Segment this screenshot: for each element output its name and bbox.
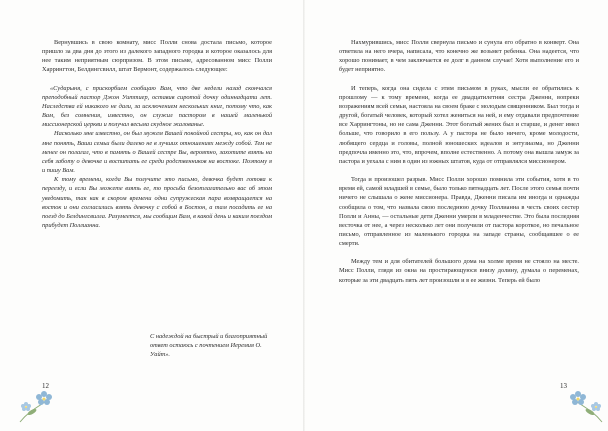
letter-paragraph: К тому времени, когда Вы получите это письмо, девочка будет готова к переезду, и если Вы можете взять ее, то просьба безотлагательно вас об этом уведомить, так как в скором времени одни супружеская пара возвращается на восток и они согласились взять девочку с собой в Бостон, а там посадить ее на поезд до Белдингсвилла. Разумеется, мы сообщим Вам, в какой день и каким поездом прибудет Поллианна. [42,176,272,229]
letter [42,84,272,231]
left-text-column [42,38,272,230]
right-paragraph: Между тем и для обитателей большого дома на холме время не стояло на месте. Мисс Полли, глядя из окна на простирающуюся внизу долину, думала о переменах, которые за эти двадцать пять лет произошли и в ее жизни. Теперь ей было [339,258,579,284]
forget-me-not-icon [558,378,608,426]
right-text-column [339,38,579,285]
left-paragraph: Вернувшись в свою комнату, мисс Полли снова достала письмо, которое пришло за два дня до этого из далекого западного городка и которое оказалось для нее таким неприятным сюрпризом. В этом письме, адресованном мисс Полли Харрингтон, Белдингсвилл, штат Вермонт, содержалось следующее: [42,39,272,74]
page-number-right: 13 [560,382,567,390]
right-paragraph: Нахмурившись, мисс Полли свернула письмо и сунула его обратно в конверт. Она ответила на него вчера, написала, что конечно же возьмет ребенка. Она надеется, что хорошо понимает, в чем заключается ее долг в данном случае! Хотя выполнение его и будет неприятно. [339,39,579,74]
page-number-left: 12 [42,382,49,390]
letter-paragraph: Насколько мне известно, он был мужем Вашей покойной сестры, но, как он дал мне понять, Ваши семьи были далеко не в лучших отношениях между собой. Тем не менее он полагал, что в память о Вашей сестре Вы, вероятно, захотите взять на себя заботу о девочке и воспитать ее среди родственников на востоке. Поэтому я и пишу Вам. [42,130,272,175]
right-paragraph: И теперь, когда она сидела с этим письмом в руках, мысли ее обратились к прошлому — к тому времени, когда ее двадцатилетняя сестра Дженни, вопреки возражениям всей семьи, настояла на своем браке с молодым священником. Был тогда и другой, богатый человек, который хотел жениться на ней, и ему отдавали предпочтение все Харрингтоны, но не сама Дженни. Этот богатый жених был и старше, и денег имел больше, что говорило в его пользу. А у пастора не было ничего, кроме молодости, любящего сердца и головы, полной юношеских идеалов и энтузиазма, но Дженни предпочла именно это, что, впрочем, вполне естественно. А потому она вышла замуж за пастора и уехала с ним в один из южных штатов, куда от отправлялся миссионером. [339,84,579,165]
letter-signature: С надеждой на быстрый и благоприятный ответ остаюсь с почтением Иеремия О. Уайт». [150,333,268,358]
forget-me-not-icon [14,378,64,426]
letter-paragraph: «Сударыня, с прискорбием сообщаю Вам, что две недели назад скончался преподобный пастор Джон Уиттиер, оставив сиротой дочку одиннадцати лет. Наследства ей никакого не дали, за исключением нескольких книг, потому что, как Вам, без сомнения, известно, он служил пастором в нашей маленькой миссионерской церкви и получал весьма скудное жалованье. [42,84,272,129]
right-page [304,0,608,431]
right-paragraph: Тогда и произошел разрыв. Мисс Полли хорошо помнила эти события, хотя в то время ей, самой младшей в семье, было только пятнадцать лет. После этого семья почти ничего не слышала о жене миссионера. Правда, Дженни писала им иногда и однажды сообщила о том, что назвала свою последнюю дочку Поллианна в честь своих сестер Полли и Анны, — остальные дети Дженни умерли в младенчестве. Это была последняя весточка от нее, а через несколько лет они получили от пастора короткое, но печальное письмо, отправленное из маленького городка на западе страны, сообщавшее о ее смерти. [339,176,579,248]
